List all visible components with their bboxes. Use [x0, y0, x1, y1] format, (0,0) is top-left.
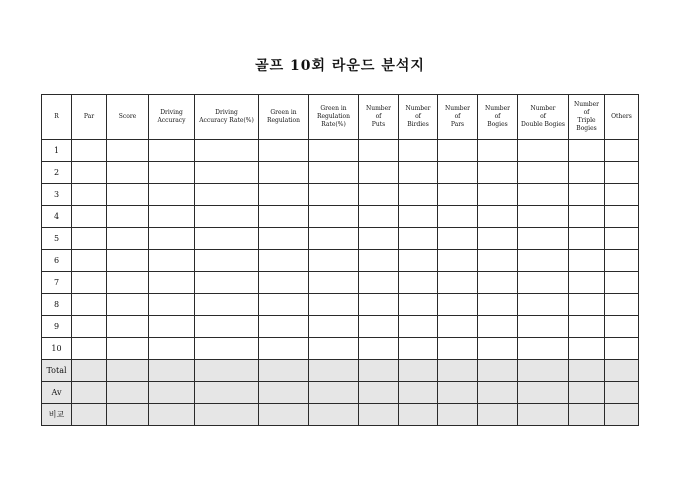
- table-cell[interactable]: [359, 162, 399, 184]
- row-label: 6: [42, 250, 72, 272]
- table-cell[interactable]: [309, 250, 359, 272]
- table-cell[interactable]: [195, 250, 259, 272]
- table-cell[interactable]: [259, 382, 309, 404]
- table-cell[interactable]: [399, 250, 438, 272]
- table-cell[interactable]: [518, 382, 569, 404]
- table-cell[interactable]: [259, 404, 309, 426]
- table-cell[interactable]: [72, 250, 107, 272]
- table-cell[interactable]: [518, 140, 569, 162]
- table-cell[interactable]: [478, 404, 518, 426]
- table-cell[interactable]: [478, 250, 518, 272]
- table-cell[interactable]: [259, 338, 309, 360]
- table-row: [42, 228, 639, 250]
- table-cell[interactable]: [107, 316, 149, 338]
- table-cell[interactable]: [359, 228, 399, 250]
- table-row: [42, 294, 639, 316]
- table-cell[interactable]: [149, 228, 195, 250]
- table-row: [42, 162, 639, 184]
- table-cell[interactable]: [309, 360, 359, 382]
- table-cell[interactable]: [149, 250, 195, 272]
- table-cell[interactable]: [195, 360, 259, 382]
- column-header-driving-accuracy-rate: Driving Accuracy Rate(%): [195, 95, 259, 140]
- table-cell[interactable]: [569, 338, 605, 360]
- column-header-par: Par: [72, 95, 107, 140]
- table-cell[interactable]: [605, 162, 639, 184]
- column-header-double-bogies: Number of Double Bogies: [518, 95, 569, 140]
- table-row: [42, 140, 639, 162]
- table-cell[interactable]: [605, 382, 639, 404]
- table-cell[interactable]: [438, 360, 478, 382]
- table-cell[interactable]: [195, 338, 259, 360]
- table-cell[interactable]: [399, 382, 438, 404]
- table-cell[interactable]: [438, 272, 478, 294]
- table-cell[interactable]: [399, 228, 438, 250]
- page-title: 골프 10회 라운드 분석지: [255, 58, 425, 74]
- column-header-pars: Number of Pars: [438, 95, 478, 140]
- row-label: 4: [42, 206, 72, 228]
- column-header-birdies: Number of Birdies: [399, 95, 438, 140]
- table-cell[interactable]: [149, 382, 195, 404]
- column-header-driving-accuracy: Driving Accuracy: [149, 95, 195, 140]
- table-cell[interactable]: [195, 272, 259, 294]
- table-cell[interactable]: [72, 294, 107, 316]
- table-cell[interactable]: [518, 206, 569, 228]
- table-cell[interactable]: [309, 316, 359, 338]
- table-cell[interactable]: [72, 228, 107, 250]
- table-cell[interactable]: [259, 250, 309, 272]
- table-cell[interactable]: [569, 272, 605, 294]
- table-cell[interactable]: [438, 316, 478, 338]
- table-cell[interactable]: [478, 162, 518, 184]
- table-cell[interactable]: [72, 316, 107, 338]
- table-cell[interactable]: [359, 250, 399, 272]
- table-cell[interactable]: [72, 206, 107, 228]
- column-header-others: Others: [605, 95, 639, 140]
- table-cell[interactable]: [478, 140, 518, 162]
- row-label: 9: [42, 316, 72, 338]
- table-cell[interactable]: [518, 404, 569, 426]
- table-cell[interactable]: [107, 404, 149, 426]
- golf-round-table: [41, 94, 639, 426]
- table-cell[interactable]: [149, 404, 195, 426]
- table-cell[interactable]: [72, 338, 107, 360]
- table-cell[interactable]: [605, 404, 639, 426]
- table-cell[interactable]: [195, 294, 259, 316]
- table-cell[interactable]: [569, 360, 605, 382]
- table-cell[interactable]: [605, 338, 639, 360]
- table-cell[interactable]: [359, 382, 399, 404]
- table-cell[interactable]: [309, 228, 359, 250]
- table-cell[interactable]: [359, 206, 399, 228]
- table-cell[interactable]: [72, 162, 107, 184]
- table-cell[interactable]: [72, 272, 107, 294]
- column-header-bogies: Number of Bogies: [478, 95, 518, 140]
- table-cell[interactable]: [195, 382, 259, 404]
- table-cell[interactable]: [259, 140, 309, 162]
- table-cell[interactable]: [478, 316, 518, 338]
- table-cell[interactable]: [309, 294, 359, 316]
- table-cell[interactable]: [438, 294, 478, 316]
- table-cell[interactable]: [309, 338, 359, 360]
- table-cell[interactable]: [359, 294, 399, 316]
- table-cell[interactable]: [149, 206, 195, 228]
- table-cell[interactable]: [107, 360, 149, 382]
- table-cell[interactable]: [309, 184, 359, 206]
- table-cell[interactable]: [399, 140, 438, 162]
- row-label: 10: [42, 338, 72, 360]
- table-cell[interactable]: [438, 140, 478, 162]
- row-label: 8: [42, 294, 72, 316]
- table-cell[interactable]: [309, 162, 359, 184]
- table-row: [42, 250, 639, 272]
- table-cell[interactable]: [399, 162, 438, 184]
- table-cell[interactable]: [605, 360, 639, 382]
- table-cell[interactable]: [107, 184, 149, 206]
- table-cell[interactable]: [149, 184, 195, 206]
- table-cell[interactable]: [107, 140, 149, 162]
- column-header-score: Score: [107, 95, 149, 140]
- table-cell[interactable]: [569, 250, 605, 272]
- table-cell[interactable]: [259, 294, 309, 316]
- table-cell[interactable]: [72, 184, 107, 206]
- table-cell[interactable]: [478, 228, 518, 250]
- table-cell[interactable]: [359, 404, 399, 426]
- table-cell[interactable]: [195, 228, 259, 250]
- table-cell[interactable]: [478, 184, 518, 206]
- summary-row: [42, 382, 639, 404]
- column-header-puts: Number of Puts: [359, 95, 399, 140]
- table-cell[interactable]: [605, 250, 639, 272]
- table-cell[interactable]: [399, 184, 438, 206]
- table-cell[interactable]: [569, 206, 605, 228]
- table-cell[interactable]: [605, 228, 639, 250]
- table-cell[interactable]: [605, 184, 639, 206]
- table-cell[interactable]: [107, 206, 149, 228]
- row-label: Total: [42, 360, 72, 382]
- table-cell[interactable]: [195, 316, 259, 338]
- table-cell[interactable]: [438, 228, 478, 250]
- table-cell[interactable]: [259, 316, 309, 338]
- table-cell[interactable]: [195, 404, 259, 426]
- table-cell[interactable]: [438, 250, 478, 272]
- row-label: 1: [42, 140, 72, 162]
- table-cell[interactable]: [518, 272, 569, 294]
- table-cell[interactable]: [195, 206, 259, 228]
- column-header-gir-rate: Green in Regulation Rate(%): [309, 95, 359, 140]
- table-cell[interactable]: [195, 140, 259, 162]
- table-cell[interactable]: [359, 184, 399, 206]
- table-cell[interactable]: [569, 404, 605, 426]
- table-cell[interactable]: [309, 140, 359, 162]
- table-cell[interactable]: [605, 206, 639, 228]
- table-cell[interactable]: [309, 272, 359, 294]
- table-cell[interactable]: [438, 206, 478, 228]
- column-header-green-in-regulation: Green in Regulation: [259, 95, 309, 140]
- table-cell[interactable]: [399, 294, 438, 316]
- table-cell[interactable]: [259, 206, 309, 228]
- row-label: 3: [42, 184, 72, 206]
- table-cell[interactable]: [195, 162, 259, 184]
- summary-row: [42, 360, 639, 382]
- table-cell[interactable]: [518, 184, 569, 206]
- table-cell[interactable]: [518, 338, 569, 360]
- table-cell[interactable]: [107, 162, 149, 184]
- table-cell[interactable]: [399, 338, 438, 360]
- table-cell[interactable]: [399, 360, 438, 382]
- table-cell[interactable]: [569, 382, 605, 404]
- row-label: 5: [42, 228, 72, 250]
- row-label: 2: [42, 162, 72, 184]
- table-cell[interactable]: [107, 294, 149, 316]
- table-cell[interactable]: [359, 140, 399, 162]
- table-cell[interactable]: [518, 360, 569, 382]
- row-label: 비교: [42, 404, 72, 426]
- table-cell[interactable]: [399, 404, 438, 426]
- table-row: [42, 338, 639, 360]
- table-cell[interactable]: [399, 272, 438, 294]
- table-cell[interactable]: [259, 184, 309, 206]
- table-cell[interactable]: [107, 272, 149, 294]
- column-header-triple-bogies: Number of Triple Bogies: [569, 95, 605, 140]
- table-cell[interactable]: [359, 272, 399, 294]
- table-cell[interactable]: [107, 338, 149, 360]
- table-cell[interactable]: [72, 404, 107, 426]
- table-cell[interactable]: [359, 360, 399, 382]
- table-cell[interactable]: [149, 294, 195, 316]
- table-cell[interactable]: [149, 316, 195, 338]
- table-cell[interactable]: [478, 360, 518, 382]
- table-cell[interactable]: [478, 338, 518, 360]
- table-cell[interactable]: [518, 316, 569, 338]
- table-cell[interactable]: [605, 294, 639, 316]
- column-header-round: R: [42, 95, 72, 140]
- table-cell[interactable]: [359, 316, 399, 338]
- table-cell[interactable]: [569, 140, 605, 162]
- table-row: [42, 316, 639, 338]
- summary-row: [42, 404, 639, 426]
- header-row: [42, 95, 639, 140]
- table-row: [42, 184, 639, 206]
- table-row: [42, 272, 639, 294]
- table-cell[interactable]: [478, 382, 518, 404]
- table-cell[interactable]: [259, 162, 309, 184]
- table-cell[interactable]: [72, 360, 107, 382]
- table-cell[interactable]: [149, 338, 195, 360]
- row-label: 7: [42, 272, 72, 294]
- table-cell[interactable]: [478, 206, 518, 228]
- table-cell[interactable]: [107, 250, 149, 272]
- table-cell[interactable]: [438, 184, 478, 206]
- table-cell[interactable]: [149, 272, 195, 294]
- table-cell[interactable]: [478, 272, 518, 294]
- table-cell[interactable]: [569, 316, 605, 338]
- table-cell[interactable]: [518, 162, 569, 184]
- table-cell[interactable]: [518, 250, 569, 272]
- table-cell[interactable]: [518, 294, 569, 316]
- table-cell[interactable]: [107, 228, 149, 250]
- table-cell[interactable]: [399, 316, 438, 338]
- table-cell[interactable]: [149, 360, 195, 382]
- table-cell[interactable]: [605, 140, 639, 162]
- table-cell[interactable]: [569, 162, 605, 184]
- table-cell[interactable]: [309, 206, 359, 228]
- table-cell[interactable]: [359, 338, 399, 360]
- table-cell[interactable]: [569, 228, 605, 250]
- table-cell[interactable]: [309, 404, 359, 426]
- table-cell[interactable]: [518, 228, 569, 250]
- table-cell[interactable]: [259, 360, 309, 382]
- table-cell[interactable]: [259, 228, 309, 250]
- table-cell[interactable]: [438, 162, 478, 184]
- table-cell[interactable]: [438, 338, 478, 360]
- table-cell[interactable]: [605, 272, 639, 294]
- table-cell[interactable]: [399, 206, 438, 228]
- table-cell[interactable]: [309, 382, 359, 404]
- table-cell[interactable]: [107, 382, 149, 404]
- table-cell[interactable]: [438, 404, 478, 426]
- table-cell[interactable]: [72, 140, 107, 162]
- table-cell[interactable]: [478, 294, 518, 316]
- table-cell[interactable]: [569, 184, 605, 206]
- table-cell[interactable]: [149, 140, 195, 162]
- table-cell[interactable]: [195, 184, 259, 206]
- row-label: Av: [42, 382, 72, 404]
- table-cell[interactable]: [149, 162, 195, 184]
- table-cell[interactable]: [72, 382, 107, 404]
- table-cell[interactable]: [259, 272, 309, 294]
- table-row: [42, 206, 639, 228]
- table-cell[interactable]: [438, 382, 478, 404]
- table-cell[interactable]: [605, 316, 639, 338]
- table-cell[interactable]: [569, 294, 605, 316]
